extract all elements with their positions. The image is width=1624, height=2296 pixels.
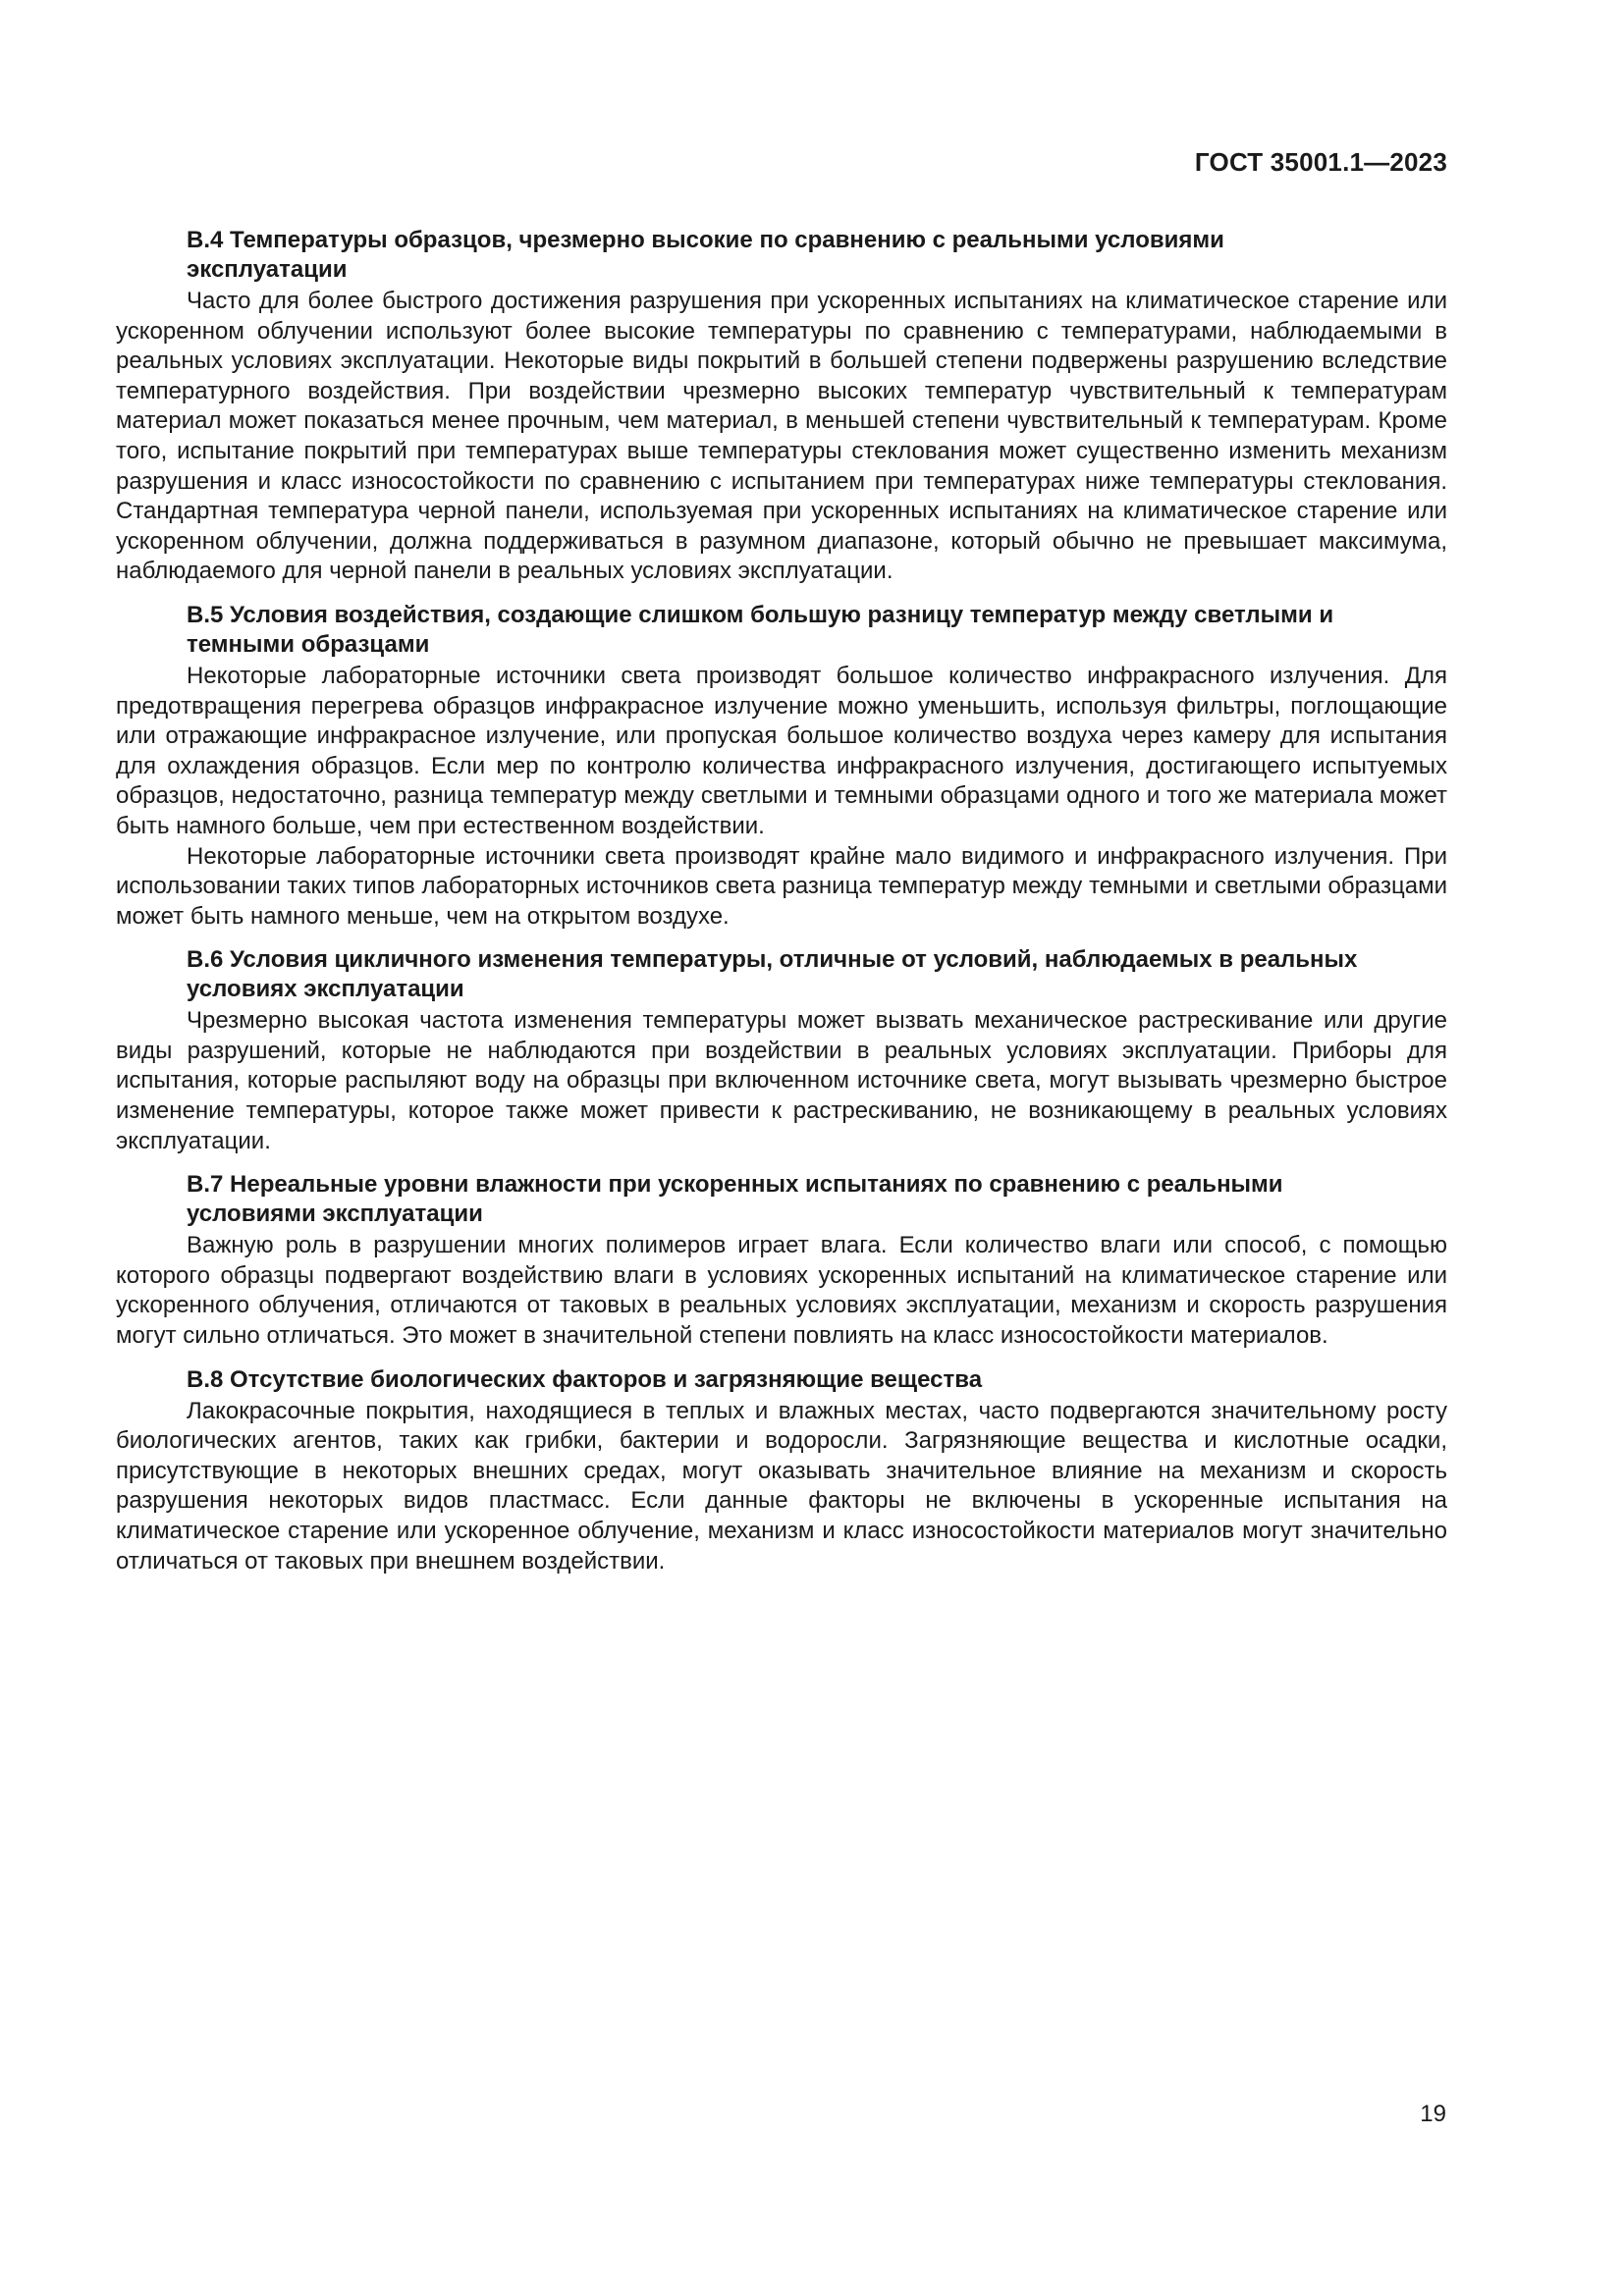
section-title: В.6 Условия цикличного изменения температуры, отличные от условий, наблюдаемых в реальных условиях эксплуатации [187, 946, 1358, 1003]
document-body [116, 226, 1447, 1576]
paragraph: Лакокрасочные покрытия, находящиеся в теплых и влажных местах, часто подвергаются значительному росту биологических агентов, таких как грибки, бактерии и водоросли. Загрязняющие вещества и кислотные осадки, присутствующие в некоторых внешних средах, могут оказывать значительное влияние на механизм и скорость разрушения некоторых видов пластмасс. Если данные факторы не включены в ускоренные испытания на климатическое старение или ускоренное облучение, механизм и класс износостойкости материалов могут значительно отличаться от таковых при внешнем воздействии. [116, 1397, 1447, 1575]
section-b5 [116, 601, 1447, 932]
section-title: В.4 Температуры образцов, чрезмерно высокие по сравнению с реальными условиями эксплуатации [187, 227, 1224, 283]
section-b6 [116, 945, 1447, 1156]
paragraph: Часто для более быстрого достижения разрушения при ускоренных испытаниях на климатическое старение или ускоренном облучении используют более высокие температуры по сравнению с температурами, наблюдаемыми в реальных условиях эксплуатации. Некоторые виды покрытий в большей степени подвержены разрушению вследствие температурного воздействия. При воздействии чрезмерно высоких температур чувствительный к температурам материал может показаться менее прочным, чем материал, в меньшей степени чувствительный к температурам. Кроме того, испытание покрытий при температурах выше температуры стеклования может существенно изменить механизм разрушения и класс износостойкости по сравнению с испытанием при температурах ниже температуры стеклования. Стандартная температура черной панели, используемая при ускоренных испытаниях на климатическое старение или ускоренном облучении, должна поддерживаться в разумном диапазоне, который обычно не превышает максимума, наблюдаемого для черной панели в реальных условиях эксплуатации. [116, 288, 1447, 585]
paragraph: Некоторые лабораторные источники света производят крайне мало видимого и инфракрасного излучения. При использовании таких типов лабораторных источников света разница температур между темными и светлыми образцами может быть намного меньше, чем на открытом воздухе. [116, 842, 1447, 930]
section-b4 [116, 226, 1447, 587]
page-number: 19 [1420, 2101, 1446, 2127]
section-b7 [116, 1170, 1447, 1351]
paragraph: Некоторые лабораторные источники света производят большое количество инфракрасного излучения. Для предотвращения перегрева образцов инфракрасное излучение можно уменьшить, используя фильтры, поглощающие или отражающие инфракрасное излучение, или пропуская большое количество воздуха через камеру для испытания для охлаждения образцов. Если мер по контролю количества инфракрасного излучения, достигающего испытуемых образцов, недостаточно, разница температур между светлыми и темными образцами одного и того же материала может быть намного больше, чем при естественном воздействии. [116, 662, 1447, 839]
section-b8 [116, 1365, 1447, 1577]
section-title: В.5 Условия воздействия, создающие слишком большую разницу температур между светлыми и темными образцами [187, 601, 1334, 658]
document-code: ГОСТ 35001.1—2023 [1194, 147, 1447, 177]
section-title: В.7 Нереальные уровни влажности при ускоренных испытаниях по сравнению с реальными условиями эксплуатации [187, 1171, 1283, 1228]
paragraph: Чрезмерно высокая частота изменения температуры может вызвать механическое растрескивание или другие виды разрушений, которые не наблюдаются при воздействии в реальных условиях эксплуатации. Приборы для испытания, которые распыляют воду на образцы при включенном источнике света, могут вызывать чрезмерно быстрое изменение температуры, которое также может привести к растрескиванию, не возникающему в реальных условиях эксплуатации. [116, 1007, 1447, 1154]
section-title: В.8 Отсутствие биологических факторов и загрязняющие вещества [187, 1365, 983, 1393]
paragraph: Важную роль в разрушении многих полимеров играет влага. Если количество влаги или способ, с помощью которого образцы подвергают воздействию влаги в условиях ускоренных испытаний на климатическое старение или ускоренного облучения, отличаются от таковых в реальных условиях эксплуатации, механизм и скорость разрушения могут сильно отличаться. Это может в значительной степени повлиять на класс износостойкости материалов. [116, 1232, 1447, 1350]
